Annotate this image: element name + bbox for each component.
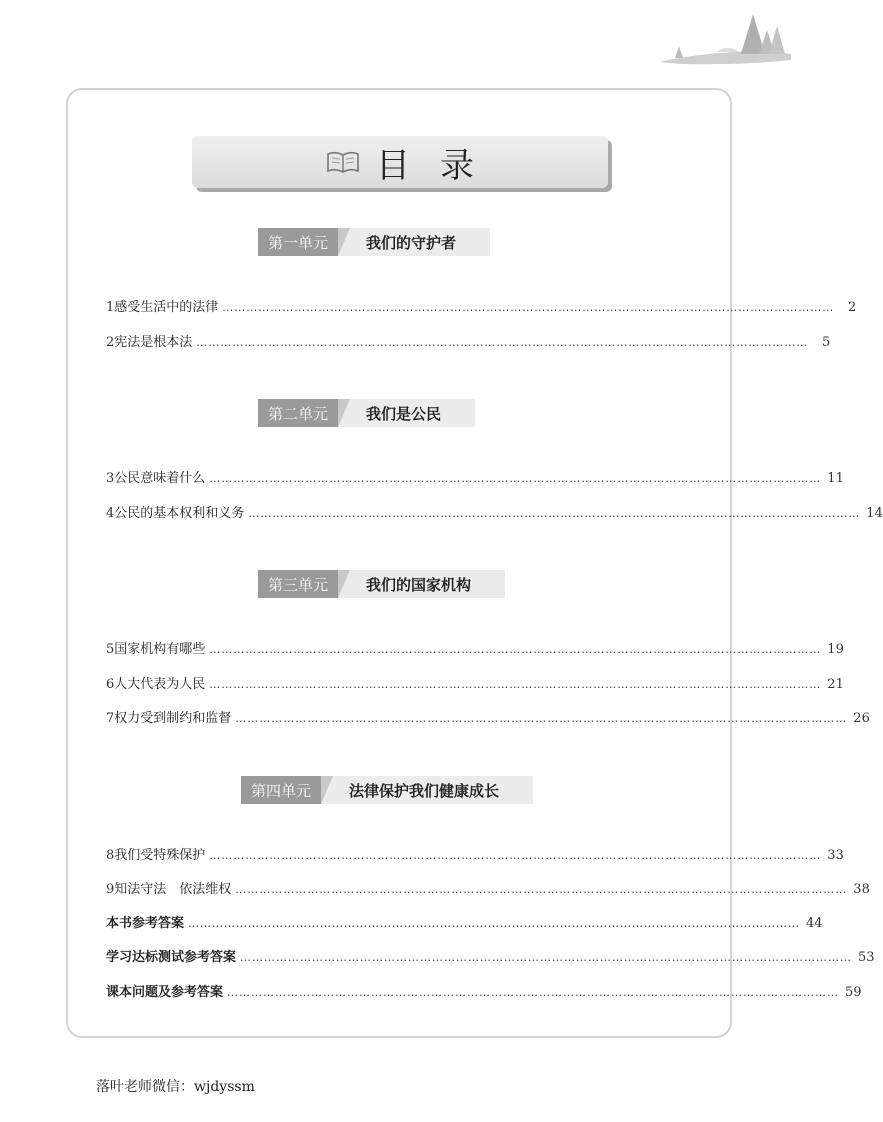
leader-dots: ……………………………………………………………………………………………………………………………………… <box>227 986 840 999</box>
unit-name: 我们的国家机构 <box>338 570 505 598</box>
leader-dots: ……………………………………………………………………………………………………………………………………… <box>188 917 801 930</box>
toc-page-number: 33 <box>827 848 844 863</box>
toc-entry[interactable] <box>106 676 844 694</box>
toc-number: 6 <box>106 677 115 692</box>
page-title: 目录 <box>376 145 504 186</box>
unit-name: 我们是公民 <box>338 399 475 427</box>
toc-entry[interactable] <box>106 334 831 352</box>
unit-banner-3 <box>258 570 505 598</box>
toc-entry[interactable] <box>106 470 844 488</box>
toc-title: 知法守法 依法维权 <box>114 882 232 897</box>
footer-note: 落叶老师微信：wjdyssm <box>96 1079 255 1095</box>
toc-page-number: 11 <box>827 471 844 486</box>
toc-page-number: 38 <box>853 882 870 897</box>
toc-page-number: 26 <box>853 711 870 726</box>
unit-tag: 第二单元 <box>258 399 338 427</box>
leader-dots: ……………………………………………………………………………………………………………………………………… <box>209 643 822 656</box>
unit-tag: 第三单元 <box>258 570 338 598</box>
toc-page-number: 59 <box>845 985 862 1000</box>
open-book-icon <box>326 150 360 174</box>
toc-page-number: 53 <box>858 950 875 965</box>
unit-banner-4 <box>241 776 533 804</box>
toc-page-number: 14 <box>866 506 883 521</box>
leader-dots: ……………………………………………………………………………………………………………………………………… <box>235 883 848 896</box>
unit-name: 法律保护我们健康成长 <box>321 776 533 804</box>
toc-page-number: 19 <box>827 642 844 657</box>
leader-dots: ……………………………………………………………………………………………………………………………………… <box>240 951 853 964</box>
toc-entry[interactable] <box>106 710 870 728</box>
toc-title: 我们受特殊保护 <box>114 848 206 863</box>
toc-number: 8 <box>106 848 115 863</box>
toc-title: 权力受到制约和监督 <box>114 711 232 726</box>
leader-dots: ……………………………………………………………………………………………………………………………………… <box>209 472 822 485</box>
leader-dots: ……………………………………………………………………………………………………………………………………… <box>248 507 861 520</box>
toc-page-number: 21 <box>827 677 844 692</box>
toc-entry-answers[interactable] <box>106 915 823 933</box>
toc-title: 感受生活中的法律 <box>114 300 219 315</box>
toc-number: 7 <box>106 711 115 726</box>
leader-dots: ……………………………………………………………………………………………………………………………………… <box>209 678 822 691</box>
toc-entry[interactable] <box>106 881 870 899</box>
leader-dots: ……………………………………………………………………………………………………………………………………… <box>235 712 848 725</box>
toc-number: 5 <box>106 642 115 657</box>
toc-entry[interactable] <box>106 847 844 865</box>
unit-banner-1 <box>258 228 490 256</box>
title-banner <box>192 136 608 188</box>
toc-entry[interactable] <box>106 299 857 317</box>
toc-title: 宪法是根本法 <box>114 335 193 350</box>
toc-number: 1 <box>106 300 115 315</box>
unit-banner-2 <box>258 399 475 427</box>
toc-title: 公民意味着什么 <box>114 471 206 486</box>
leader-dots: ……………………………………………………………………………………………………………………………………… <box>209 849 822 862</box>
toc-page-number: 44 <box>806 916 823 931</box>
unit-tag: 第四单元 <box>241 776 321 804</box>
toc-title: 人大代表为人民 <box>114 677 206 692</box>
leader-dots: ……………………………………………………………………………………………………………………………………… <box>196 336 809 349</box>
toc-title: 国家机构有哪些 <box>114 642 206 657</box>
unit-name: 我们的守护者 <box>338 228 490 256</box>
toc-title: 学习达标测试参考答案 <box>106 950 237 965</box>
toc-title: 公民的基本权利和义务 <box>114 506 245 521</box>
toc-page-number: 2 <box>848 300 857 315</box>
leader-dots: ……………………………………………………………………………………………………………………………………… <box>222 301 835 314</box>
unit-tag: 第一单元 <box>258 228 338 256</box>
toc-entry[interactable] <box>106 641 844 659</box>
toc-number: 2 <box>106 335 115 350</box>
toc-page-number: 5 <box>822 335 831 350</box>
toc-number: 4 <box>106 506 115 521</box>
trees-landscape-icon <box>655 8 795 70</box>
toc-number: 9 <box>106 882 115 897</box>
toc-title: 课本问题及参考答案 <box>106 985 224 1000</box>
toc-entry-textbook-answers[interactable] <box>106 984 862 1002</box>
toc-entry-test-answers[interactable] <box>106 949 875 967</box>
toc-number: 3 <box>106 471 115 486</box>
toc-entry[interactable] <box>106 505 883 523</box>
toc-title: 本书参考答案 <box>106 916 185 931</box>
